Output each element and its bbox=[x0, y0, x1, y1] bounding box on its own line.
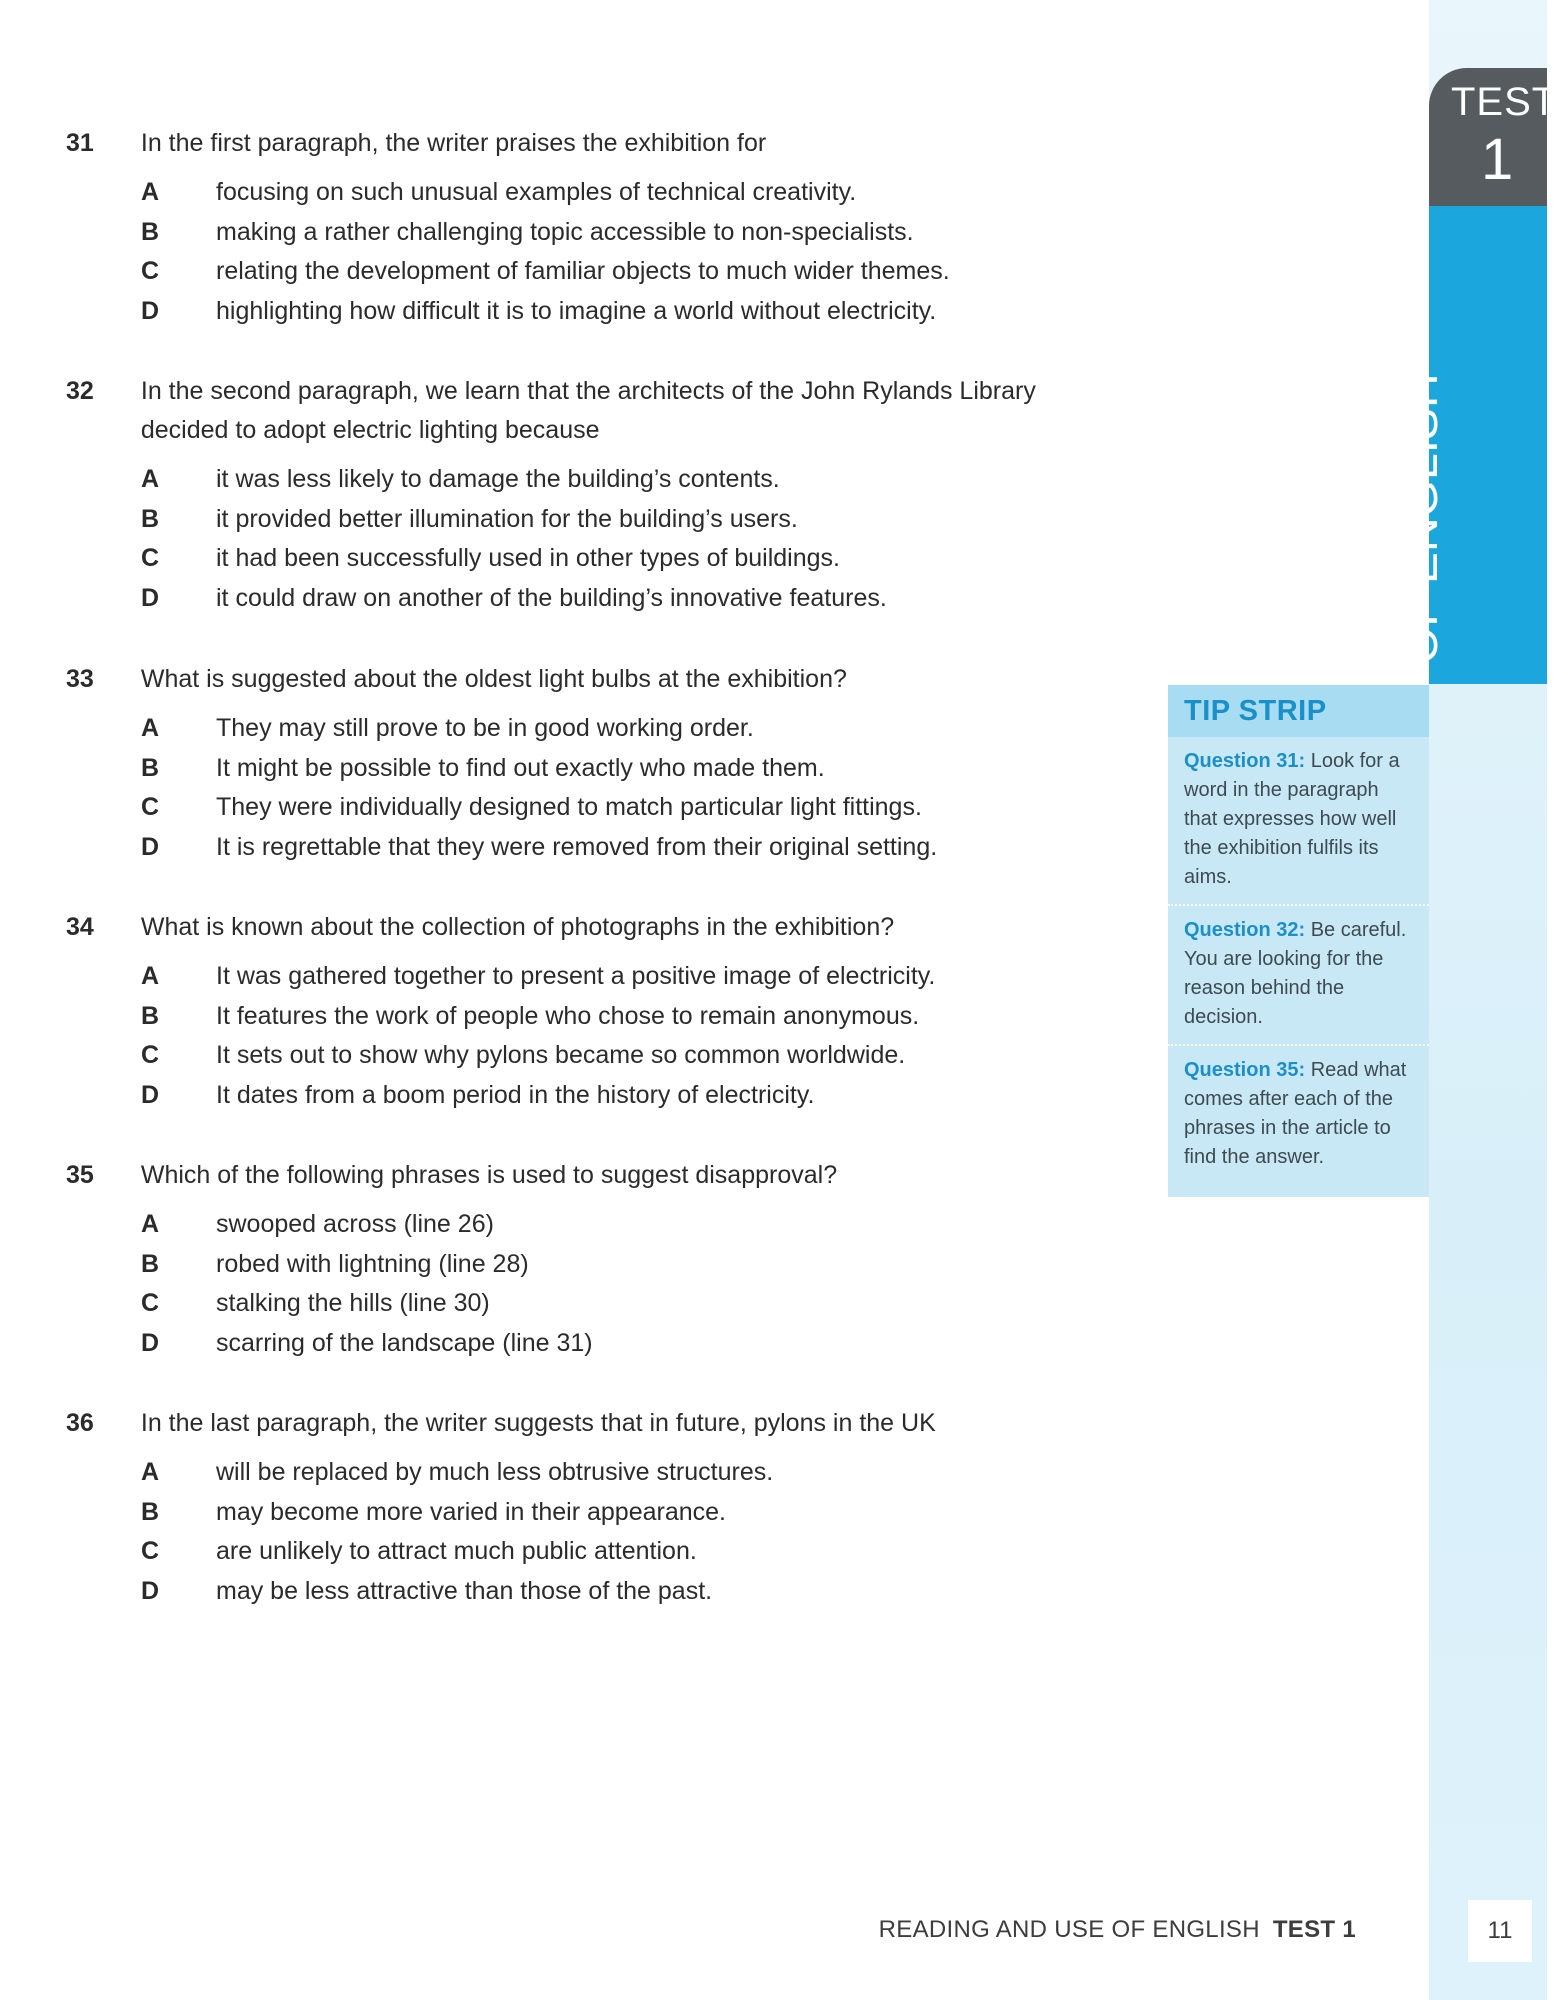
option-text: may be less attractive than those of the past. bbox=[216, 1576, 713, 1605]
section-title-line-2: OF ENGLISH bbox=[1395, 373, 1448, 664]
option-list bbox=[66, 957, 1126, 1115]
question-32 bbox=[66, 372, 1126, 618]
option-b[interactable] bbox=[66, 1493, 1126, 1533]
option-text: It was gathered together to present a positive image of electricity. bbox=[216, 962, 936, 990]
option-letter: A bbox=[141, 714, 160, 742]
option-letter: D bbox=[141, 583, 160, 612]
option-letter: B bbox=[141, 1001, 160, 1030]
option-list bbox=[66, 1205, 1126, 1363]
question-stem: In the second paragraph, we learn that the architects of the John Rylands Library decided to adopt electric lighting because bbox=[140, 377, 1036, 444]
footer-section: READING AND USE OF ENGLISH bbox=[878, 1916, 1260, 1943]
option-text: They may still prove to be in good working order. bbox=[216, 714, 754, 742]
option-text: it was less likely to damage the building’s contents. bbox=[216, 465, 780, 493]
question-number: 36 bbox=[66, 1409, 94, 1437]
option-text: It might be possible to find out exactly who made them. bbox=[216, 753, 825, 782]
tip-label: Question 32: bbox=[1184, 919, 1306, 941]
footer-test: TEST 1 bbox=[1272, 1916, 1356, 1943]
option-text: It sets out to show why pylons became so common worldwide. bbox=[216, 1041, 906, 1069]
option-c[interactable] bbox=[66, 539, 1126, 579]
option-letter: B bbox=[141, 1497, 160, 1526]
tip-question-35 bbox=[1168, 1046, 1429, 1184]
tip-text: Look for a word in the paragraph that expresses how well the exhibition fulfils its aims. bbox=[1184, 750, 1400, 888]
question-number: 31 bbox=[66, 129, 94, 157]
option-letter: A bbox=[141, 1458, 160, 1486]
page-footer bbox=[879, 1916, 1356, 1944]
question-stem: In the first paragraph, the writer praises the exhibition for bbox=[140, 129, 767, 157]
section-title-line-1: READING AND USE bbox=[1349, 221, 1402, 664]
option-list bbox=[66, 709, 1126, 867]
option-a[interactable] bbox=[66, 1205, 1126, 1245]
option-a[interactable] bbox=[66, 1453, 1126, 1493]
option-a[interactable] bbox=[66, 173, 1126, 213]
option-text: it could draw on another of the building’s innovative features. bbox=[216, 583, 887, 612]
option-text: scarring of the landscape (line 31) bbox=[216, 1328, 593, 1357]
option-text: will be replaced by much less obtrusive structures. bbox=[216, 1458, 774, 1486]
option-letter: C bbox=[141, 1041, 160, 1069]
test-number: 1 bbox=[1481, 127, 1514, 192]
tip-label: Question 35: bbox=[1184, 1059, 1306, 1081]
option-letter: D bbox=[141, 296, 160, 325]
question-35 bbox=[66, 1156, 1126, 1363]
option-text: may become more varied in their appearance. bbox=[216, 1497, 726, 1526]
tip-text: Be careful. You are looking for the reason behind the decision. bbox=[1184, 919, 1407, 1028]
option-letter: A bbox=[141, 1210, 160, 1238]
option-text: highlighting how difficult it is to imagine a world without electricity. bbox=[216, 296, 937, 325]
question-34 bbox=[66, 908, 1126, 1115]
option-a[interactable] bbox=[66, 709, 1126, 749]
option-letter: A bbox=[141, 178, 160, 206]
option-d[interactable] bbox=[66, 579, 1126, 619]
option-d[interactable] bbox=[66, 292, 1126, 332]
tip-question-31 bbox=[1168, 737, 1429, 906]
option-a[interactable] bbox=[66, 957, 1126, 997]
option-c[interactable] bbox=[66, 1532, 1126, 1572]
question-number: 33 bbox=[66, 665, 94, 693]
option-letter: C bbox=[141, 544, 160, 572]
option-b[interactable] bbox=[66, 1245, 1126, 1285]
tip-strip-title: TIP STRIP bbox=[1168, 685, 1429, 737]
question-stem: In the last paragraph, the writer suggests that in future, pylons in the UK bbox=[140, 1409, 936, 1437]
option-b[interactable] bbox=[66, 997, 1126, 1037]
tip-text: Read what comes after each of the phrases in the article to find the answer. bbox=[1184, 1059, 1407, 1168]
option-letter: A bbox=[141, 962, 160, 990]
option-d[interactable] bbox=[66, 1324, 1126, 1364]
option-text: focusing on such unusual examples of technical creativity. bbox=[216, 178, 857, 206]
option-b[interactable] bbox=[66, 500, 1126, 540]
question-stem: What is known about the collection of photographs in the exhibition? bbox=[140, 913, 895, 941]
option-a[interactable] bbox=[66, 460, 1126, 500]
option-letter: B bbox=[141, 753, 160, 782]
option-b[interactable] bbox=[66, 213, 1126, 253]
page-number: 11 bbox=[1468, 1900, 1532, 1962]
option-letter: A bbox=[141, 465, 160, 493]
option-letter: B bbox=[141, 504, 160, 533]
option-text: It dates from a boom period in the history of electricity. bbox=[216, 1080, 815, 1109]
option-text: relating the development of familiar objects to much wider themes. bbox=[216, 257, 950, 285]
option-letter: C bbox=[141, 1289, 160, 1317]
option-text: It is regrettable that they were removed from their original setting. bbox=[216, 832, 938, 861]
question-number: 35 bbox=[66, 1161, 94, 1189]
question-33 bbox=[66, 660, 1126, 867]
option-text: They were individually designed to match particular light fittings. bbox=[216, 793, 922, 821]
option-text: are unlikely to attract much public attention. bbox=[216, 1537, 697, 1565]
option-c[interactable] bbox=[66, 252, 1126, 292]
question-stem: What is suggested about the oldest light bulbs at the exhibition? bbox=[140, 665, 847, 693]
option-d[interactable] bbox=[66, 1076, 1126, 1116]
option-letter: D bbox=[141, 1080, 160, 1109]
question-31 bbox=[66, 124, 1126, 331]
option-letter: D bbox=[141, 1576, 160, 1605]
option-text: It features the work of people who chose to remain anonymous. bbox=[216, 1001, 920, 1030]
option-c[interactable] bbox=[66, 1036, 1126, 1076]
section-tab bbox=[1349, 206, 1547, 684]
option-b[interactable] bbox=[66, 749, 1126, 789]
option-text: making a rather challenging topic accessible to non-specialists. bbox=[216, 217, 914, 246]
test-tab bbox=[1429, 68, 1557, 206]
question-36 bbox=[66, 1404, 1126, 1611]
option-d[interactable] bbox=[66, 1572, 1126, 1612]
option-letter: C bbox=[141, 257, 160, 285]
tip-strip bbox=[1168, 685, 1429, 1197]
option-letter: D bbox=[141, 832, 160, 861]
option-text: robed with lightning (line 28) bbox=[216, 1249, 529, 1278]
option-letter: C bbox=[141, 793, 160, 821]
test-label: TEST bbox=[1451, 80, 1557, 124]
tip-question-32 bbox=[1168, 906, 1429, 1046]
question-number: 32 bbox=[66, 377, 94, 405]
option-text: stalking the hills (line 30) bbox=[216, 1289, 490, 1317]
tip-label: Question 31: bbox=[1184, 750, 1306, 772]
question-stem: Which of the following phrases is used to suggest disapproval? bbox=[140, 1161, 838, 1189]
option-list bbox=[66, 173, 1126, 331]
option-letter: C bbox=[141, 1537, 160, 1565]
option-list bbox=[66, 460, 1126, 618]
option-text: it provided better illumination for the building’s users. bbox=[216, 504, 798, 533]
section-title bbox=[1349, 221, 1448, 664]
option-letter: D bbox=[141, 1328, 160, 1357]
option-d[interactable] bbox=[66, 828, 1126, 868]
option-c[interactable] bbox=[66, 1284, 1126, 1324]
option-list bbox=[66, 1453, 1126, 1611]
option-text: swooped across (line 26) bbox=[216, 1210, 494, 1238]
option-letter: B bbox=[141, 217, 160, 246]
option-letter: B bbox=[141, 1249, 160, 1278]
option-text: it had been successfully used in other types of buildings. bbox=[216, 544, 840, 572]
question-number: 34 bbox=[66, 913, 94, 941]
option-c[interactable] bbox=[66, 788, 1126, 828]
